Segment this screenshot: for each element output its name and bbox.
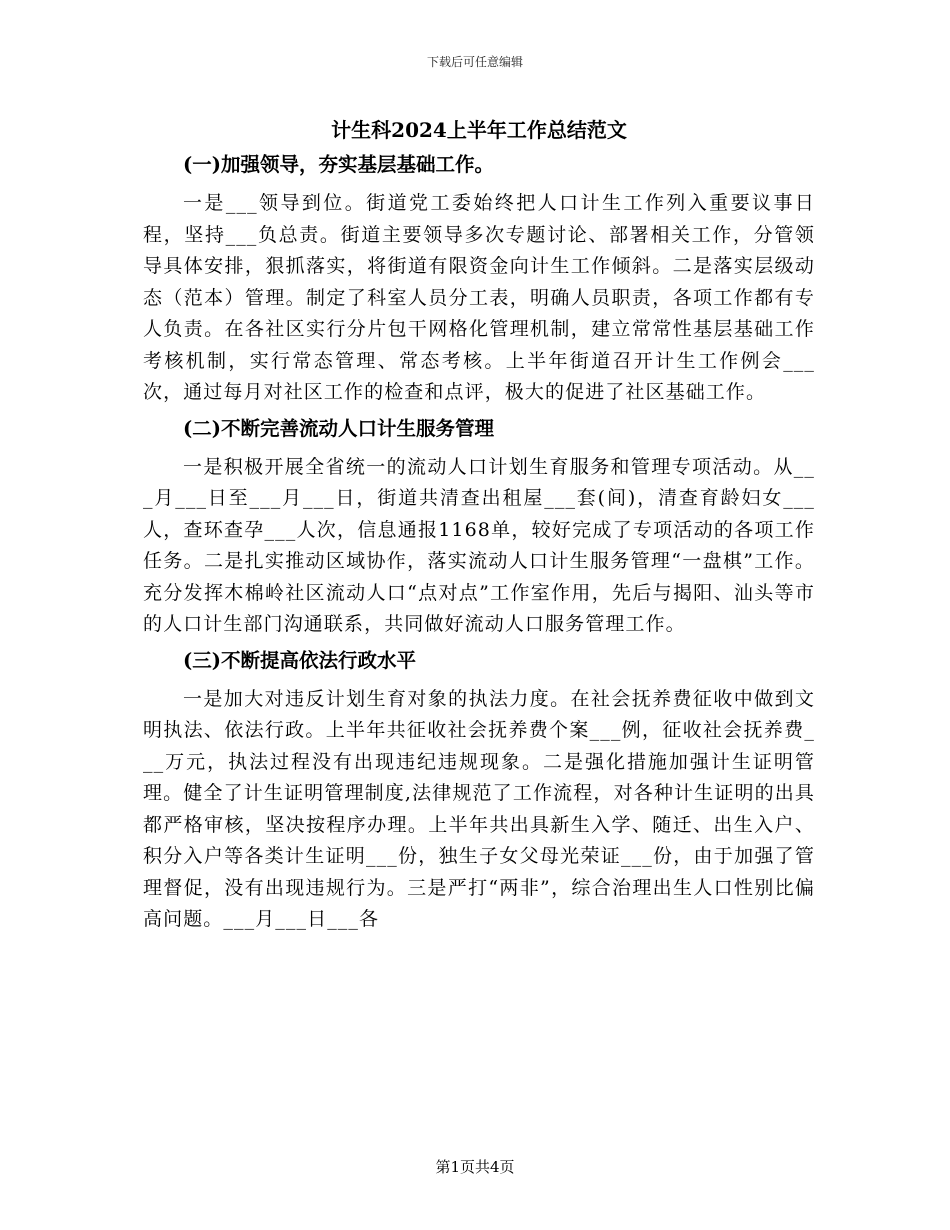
document-body	[143, 115, 815, 936]
section-2	[143, 414, 815, 641]
section-heading: (一)加强领导，夯实基层基础工作。	[183, 153, 494, 176]
section-paragraph: 一是___领导到位。街道党工委始终把人口计生工作列入重要议事日程，坚持___负总责。街道主要领导多次专题讨论、部署相关工作，分管领导具体安排，狠抓落实，将街道有限资金向计生工作倾斜。二是落实层级动态（范本）管理。制定了科室人员分工表，明确人员职责，各项工作都有专人负责。在各社区实行分片包干网格化管理机制，建立常常性基层基础工作考核机制，实行常态管理、常态考核。上半年街道召开计生工作例会___次，通过每月对社区工作的检查和点评，极大的促进了社区基础工作。	[143, 192, 815, 403]
section-3	[143, 646, 815, 936]
section-paragraph: 一是积极开展全省统一的流动人口计划生育服务和管理专项活动。从___月___日至___月___日，街道共清查出租屋___套(间)，清查育龄妇女___人，查环查孕___人次，信息通报1168单，较好完成了专项活动的各项工作任务。二是扎实推动区域协作，落实流动人口计生服务管理“一盘棋”工作。充分发挥木棉岭社区流动人口“点对点”工作室作用，先后与揭阳、汕头等市的人口计生部门沟通联系，共同做好流动人口服务管理工作。	[143, 455, 815, 635]
page-footer: 第1页共4页	[435, 1158, 515, 1176]
section-heading: (二)不断完善流动人口计生服务管理	[183, 416, 494, 440]
section-1	[143, 150, 815, 409]
section-heading: (三)不断提高依法行政水平	[183, 648, 416, 672]
document-title: 计生科2024上半年工作总结范文	[331, 118, 627, 142]
section-paragraph: 一是加大对违反计划生育对象的执法力度。在社会抚养费征收中做到文明执法、依法行政。上半年共征收社会抚养费个案___例，征收社会抚养费___万元，执法过程没有出现违纪违规现象。二是强化措施加强计生证明管理。健全了计生证明管理制度,法律规范了工作流程，对各种计生证明的出具都严格审核，坚决按程序办理。上半年共出具新生入学、随迁、出生入户、积分入户等各类计生证明___份，独生子女父母光荣证___份，由于加强了管理督促，没有出现违规行为。三是严打“两非”，综合治理出生人口性别比偏高问题。___月___日___各	[143, 687, 815, 930]
page-header: 下载后可任意编辑	[426, 55, 523, 69]
